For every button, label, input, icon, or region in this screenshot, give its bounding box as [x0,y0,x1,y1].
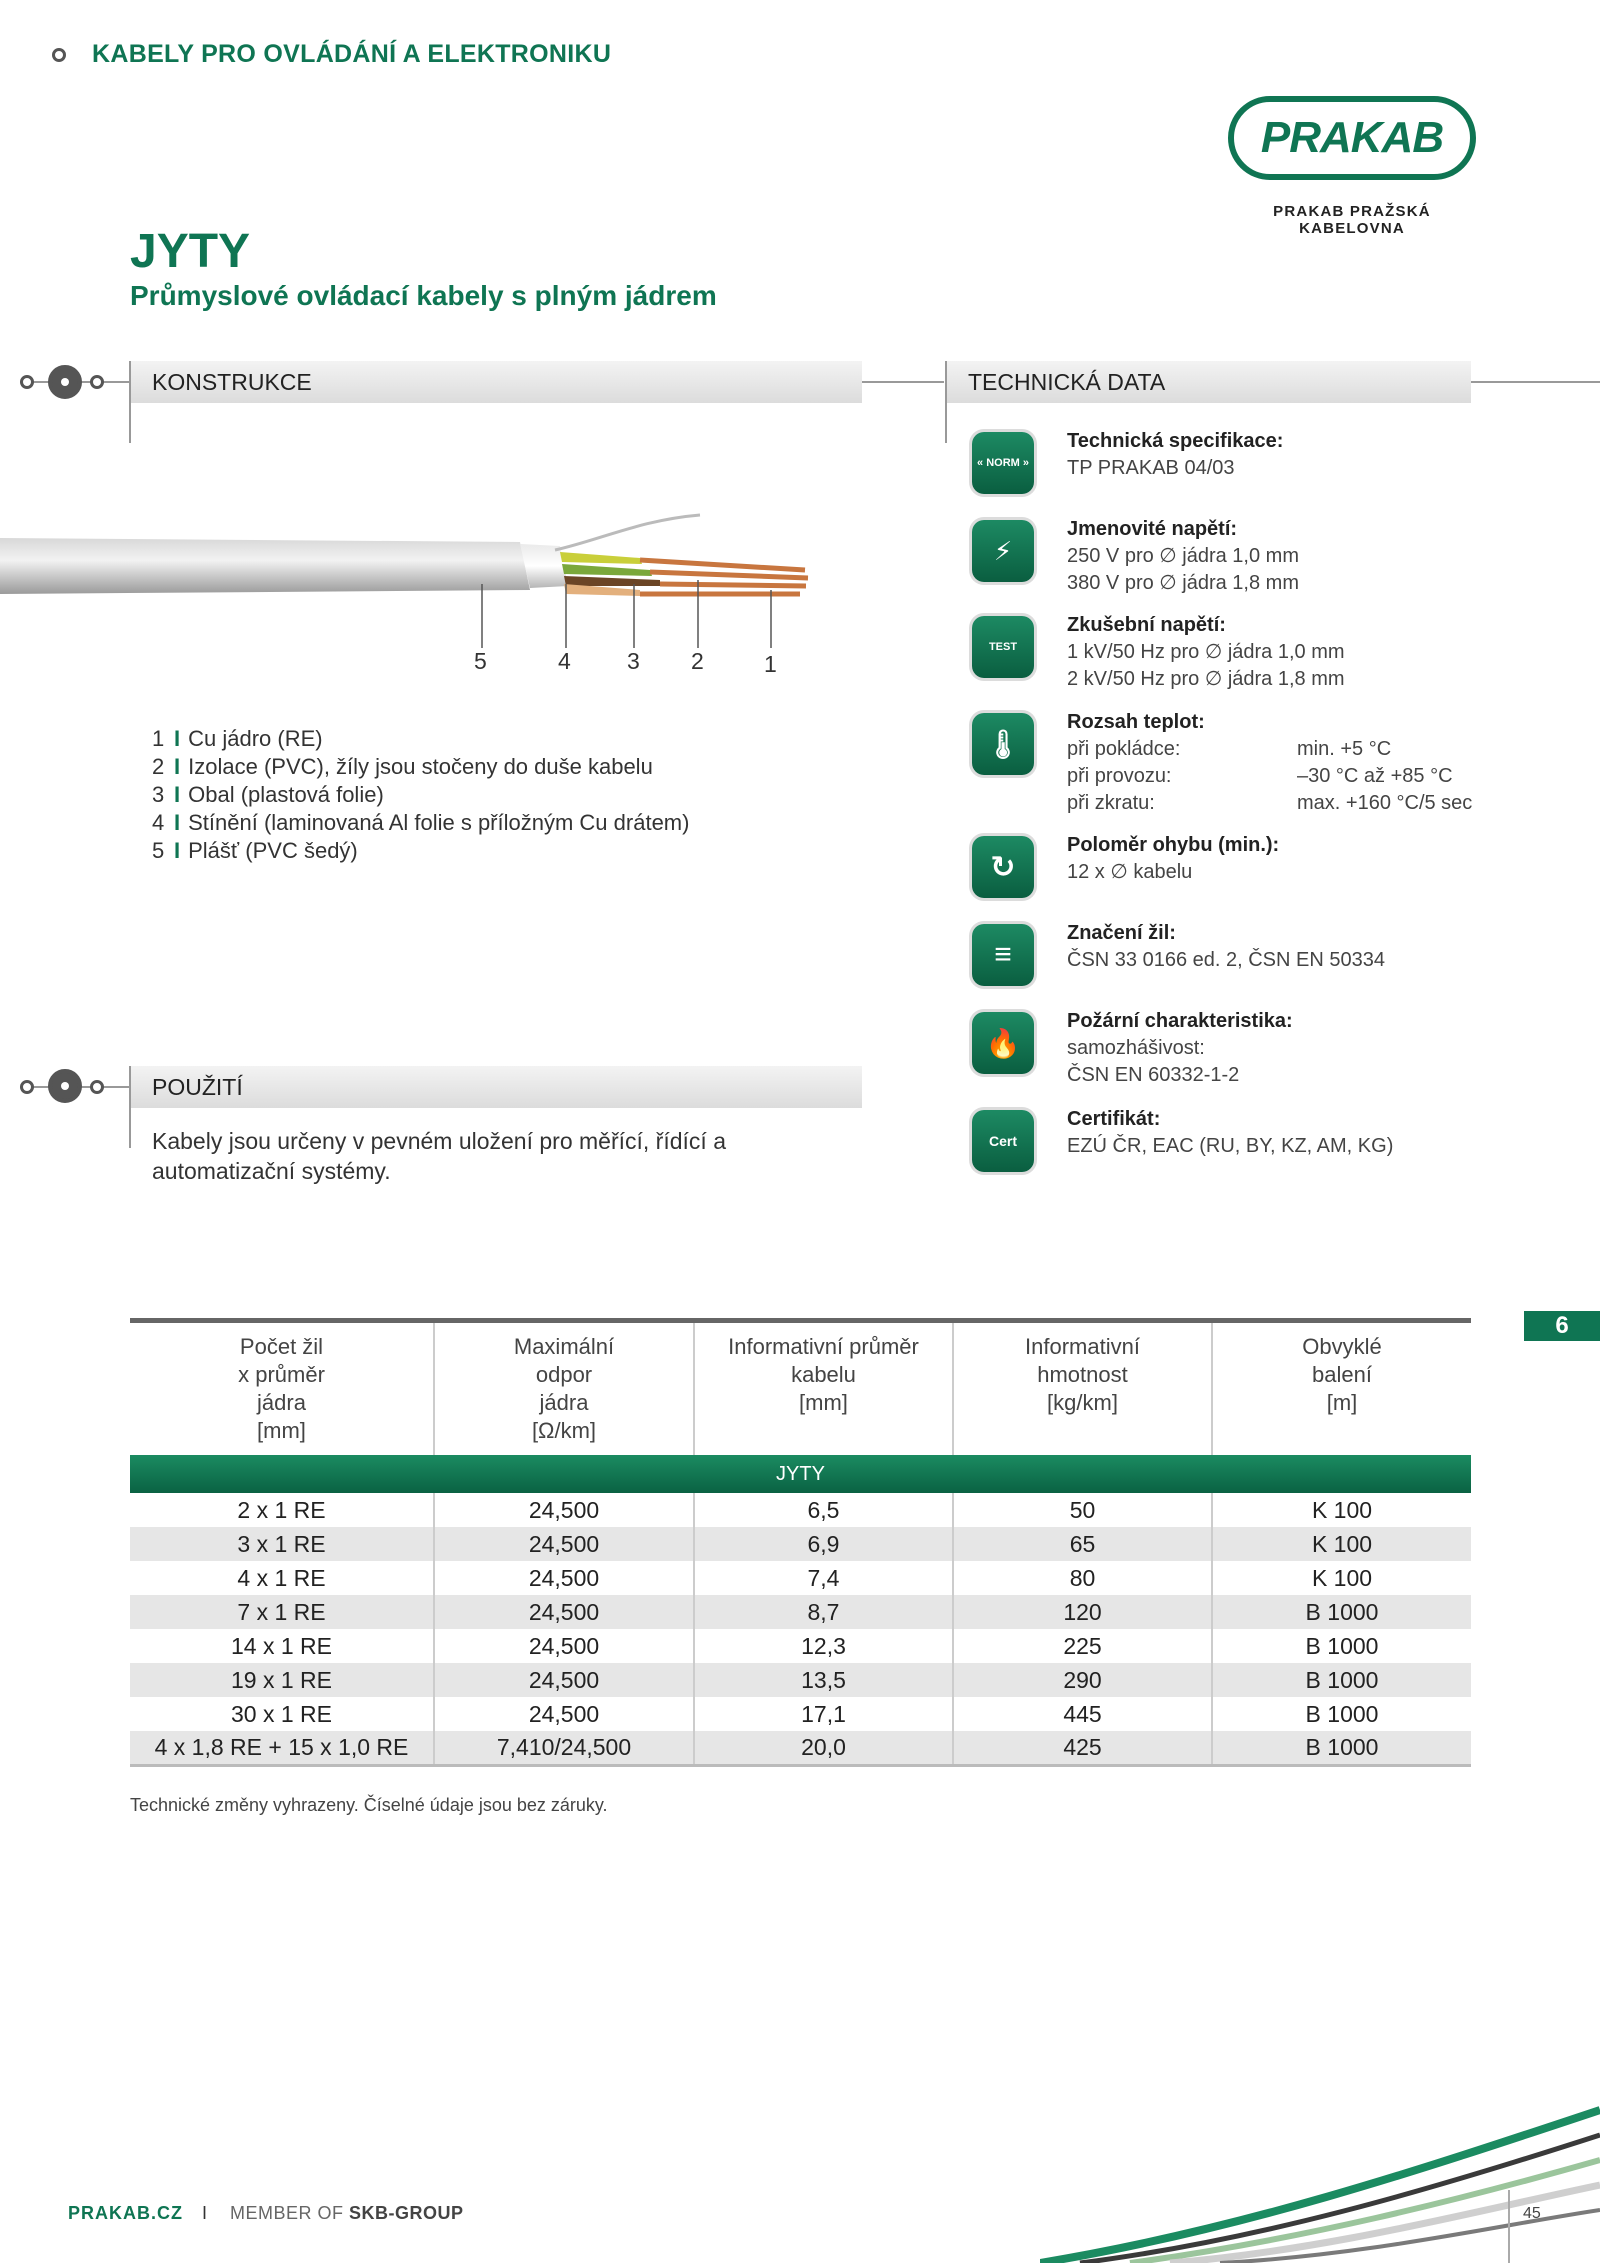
product-table [130,1318,1471,1767]
decorative-cables-graphic [1040,2090,1600,2263]
cell-resistance: 24,500 [434,1561,694,1595]
column-header: Obvyklé balení [m] [1302,1334,1382,1415]
cell-diameter: 6,5 [694,1493,953,1527]
tech-item [972,432,1034,494]
tech-item [972,924,1034,986]
tech-item [972,1110,1034,1172]
prakab-logo [1228,96,1476,180]
cell-weight: 120 [953,1595,1212,1629]
cell-weight: 445 [953,1697,1212,1731]
thermometer-icon: 🌡 [972,713,1034,775]
cell-cores: 30 x 1 RE [130,1697,434,1731]
technical-header: TECHNICKÁ DATA [946,361,1471,403]
cell-diameter: 7,4 [694,1561,953,1595]
table-header-row [130,1321,1471,1456]
cable-label-1: 1 [764,651,777,677]
cable-label-3: 3 [627,648,640,674]
bullet-icon [52,48,66,62]
column-header: Informativní průměr kabelu [mm] [694,1321,953,1456]
cell-resistance: 24,500 [434,1527,694,1561]
cell-diameter: 20,0 [694,1731,953,1765]
cell-diameter: 17,1 [694,1697,953,1731]
test-voltage-icon: TEST [972,616,1034,678]
cell-resistance: 24,500 [434,1663,694,1697]
group-label: JYTY [130,1455,1471,1493]
certificate-icon: Cert [972,1110,1034,1172]
cable-label-2: 2 [691,648,704,674]
cell-weight: 50 [953,1493,1212,1527]
construction-item: 4 I Stínění (laminovaná Al folie s příložným Cu drátem) [152,810,690,835]
column-header: Počet žil x průměr jádra [mm] [130,1321,434,1456]
cell-diameter: 12,3 [694,1629,953,1663]
cell-resistance: 24,500 [434,1697,694,1731]
cell-weight: 425 [953,1731,1212,1765]
connector-dot-icon [20,1080,34,1094]
table-row [130,1595,1471,1629]
tech-text: Značení žil: ČSN 33 0166 ed. 2, ČSN EN 50334 [1067,922,1385,971]
connector-dot-icon [90,375,104,389]
footer-separator: I [202,2203,208,2223]
cell-diameter: 8,7 [694,1595,953,1629]
tech-text: Zkušební napětí: 1 kV/50 Hz pro ∅ jádra 1,0 mm 2 kV/50 Hz pro ∅ jádra 1,8 mm [1067,614,1345,690]
table-row [130,1561,1471,1595]
cable-illustration [0,480,900,680]
cable-label-5: 5 [474,648,487,674]
footer-member: MEMBER OF SKB-GROUP [230,2203,464,2223]
cell-cores: 14 x 1 RE [130,1629,434,1663]
cell-resistance: 24,500 [434,1595,694,1629]
cell-cores: 7 x 1 RE [130,1595,434,1629]
tech-text: Rozsah teplot: při pokládce: min. +5 °C při provozu: –30 °C až +85 °C při zkratu: max. +160 °C/5 sec [1067,711,1473,814]
cell-cores: 19 x 1 RE [130,1663,434,1697]
tech-item [972,1012,1034,1074]
section-connector-line [862,381,944,383]
cable-label-4: 4 [558,648,571,674]
voltage-icon: ⚡ [972,520,1034,582]
cell-cores: 3 x 1 RE [130,1527,434,1561]
footer-website-link[interactable]: PRAKAB.CZ [68,2203,183,2223]
footnote: Technické změny vyhrazeny. Číselné údaje jsou bez záruky. [130,1795,608,1815]
tech-text: Požární charakteristika: samozhášivost: ČSN EN 60332-1-2 [1067,1010,1293,1086]
cell-packaging: K 100 [1212,1527,1471,1561]
chapter-tab: 6 [1524,1311,1600,1341]
bend-radius-icon: ↻ [972,836,1034,898]
cell-diameter: 13,5 [694,1663,953,1697]
product-name: JYTY [130,225,251,278]
cell-cores: 4 x 1,8 RE + 15 x 1,0 RE [130,1731,434,1765]
table-row [130,1663,1471,1697]
cell-diameter: 6,9 [694,1527,953,1561]
tech-item [972,836,1034,898]
cell-weight: 65 [953,1527,1212,1561]
cell-resistance: 24,500 [434,1493,694,1527]
connector-dot-icon [48,1069,82,1103]
construction-list [152,725,872,865]
construction-item: 5 I Plášť (PVC šedý) [152,838,358,863]
cell-packaging: K 100 [1311,1564,1373,1591]
cell-packaging: B 1000 [1305,1700,1379,1727]
tech-item [972,713,1034,775]
cell-cores: 2 x 1 RE [130,1493,434,1527]
cell-packaging: B 1000 [1305,1632,1379,1659]
construction-item: 2 I Izolace (PVC), žíly jsou stočeny do duše kabelu [152,754,653,779]
column-header: Maximální odpor jádra [Ω/km] [434,1321,694,1456]
section-vline [129,1066,131,1148]
norm-icon: « NORM » [972,432,1034,494]
product-subtitle: Průmyslové ovládací kabely s plným jádrem [130,280,717,311]
cell-packaging: B 1000 [1212,1731,1471,1765]
tech-text: Certifikát: EZÚ ČR, EAC (RU, BY, KZ, AM, KG) [1067,1108,1394,1157]
cell-cores: 4 x 1 RE [130,1561,434,1595]
connector-dot-icon [20,375,34,389]
connector-dot-icon [90,1080,104,1094]
cell-resistance: 7,410/24,500 [434,1731,694,1765]
table-row [130,1527,1471,1561]
category-title: KABELY PRO OVLÁDÁNÍ A ELEKTRONIKU [92,40,612,68]
section-connector-line [1471,381,1600,383]
cell-resistance: 24,500 [434,1629,694,1663]
table-group-row [130,1455,1471,1493]
tech-text: Technická specifikace: TP PRAKAB 04/03 [1067,430,1284,479]
cell-packaging: B 1000 [1212,1663,1471,1697]
tech-text: Jmenovité napětí: 250 V pro ∅ jádra 1,0 mm 380 V pro ∅ jádra 1,8 mm [1067,518,1299,594]
usage-header: POUŽITÍ [130,1066,862,1108]
cell-packaging: K 100 [1311,1496,1373,1523]
cell-weight: 80 [953,1561,1212,1595]
table-row [130,1731,1471,1765]
construction-item: 3 I Obal (plastová folie) [152,782,384,807]
cell-weight: 225 [953,1629,1212,1663]
section-vline [129,361,131,443]
table-row [130,1697,1471,1731]
wire-marking-icon: ≡ [972,924,1034,986]
cell-weight: 290 [953,1663,1212,1697]
table-row [130,1493,1471,1527]
table-row [130,1629,1471,1663]
section-vline [945,361,947,443]
usage-text: Kabely jsou určeny v pevném uložení pro měřící, řídící a automatizační systémy. [152,1128,726,1184]
tech-text: Poloměr ohybu (min.): 12 x ∅ kabelu [1067,834,1280,883]
logo-tagline: PRAKAB PRAŽSKÁ KABELOVNA [1273,203,1431,237]
tech-item [972,616,1034,678]
footer-divider [1508,2190,1510,2263]
column-header: Informativní hmotnost [kg/km] [953,1321,1212,1456]
construction-item: 1 I Cu jádro (RE) [152,726,323,751]
connector-dot-icon [48,365,82,399]
fire-icon: 🔥 [972,1012,1034,1074]
cell-packaging: B 1000 [1212,1595,1471,1629]
page-number: 45 [1523,2205,1541,2222]
construction-header: KONSTRUKCE [130,361,862,403]
logo-text: PRAKAB [1260,113,1444,162]
tech-item [972,520,1034,582]
